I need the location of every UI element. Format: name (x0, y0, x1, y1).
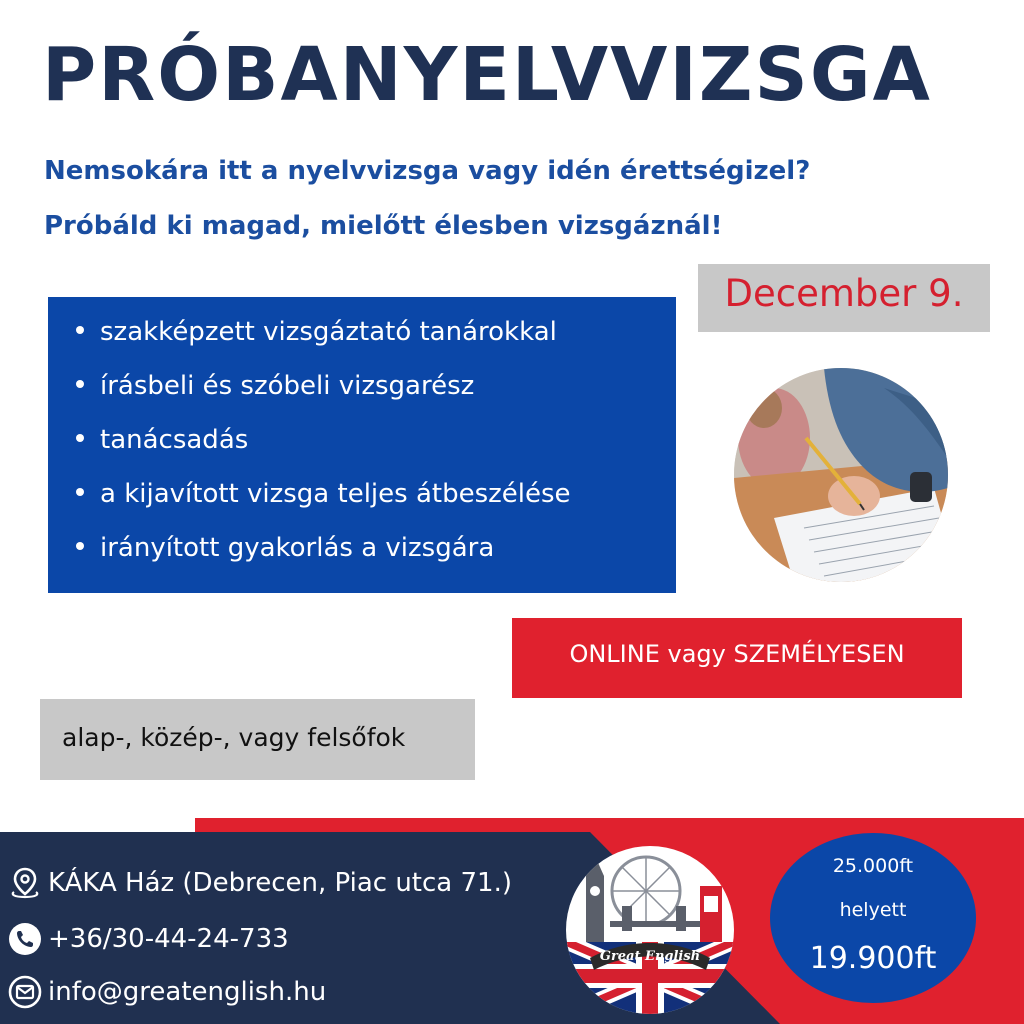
feature-item (76, 413, 571, 467)
address-text: KÁKA Ház (Debrecen, Piac utca 71.) (48, 868, 512, 898)
feature-text: a kijavított vizsga teljes átbeszélése (100, 479, 571, 509)
date-badge (698, 264, 990, 332)
levels-text: alap-, közép-, vagy felsőfok (62, 723, 406, 752)
bullet-icon (76, 380, 84, 388)
price-new: 19.900ft (809, 941, 937, 976)
contact-email (8, 975, 326, 1009)
bullet-icon (76, 542, 84, 550)
great-english-logo (566, 846, 734, 1014)
price-badge (770, 833, 976, 1003)
feature-text: szakképzett vizsgáztató tanárokkal (100, 317, 557, 347)
email-text[interactable]: info@greatenglish.hu (48, 977, 327, 1007)
mode-badge (512, 618, 962, 698)
features-list (76, 305, 571, 575)
feature-text: írásbeli és szóbeli vizsgarész (100, 371, 475, 401)
price-old: 25.000ft (832, 855, 914, 877)
feature-item (76, 467, 571, 521)
contact-address (8, 866, 512, 900)
location-pin-icon (8, 866, 42, 900)
feature-text: tanácsadás (100, 425, 249, 455)
student-writing-photo (734, 368, 948, 582)
levels-badge (40, 699, 475, 780)
logo-text: Great English (599, 949, 701, 964)
mode-text: ONLINE vagy SZEMÉLYESEN (569, 640, 905, 668)
phone-icon (8, 922, 42, 956)
bullet-icon (76, 488, 84, 496)
features-box (48, 297, 676, 593)
feature-item (76, 359, 571, 413)
bullet-icon (76, 434, 84, 442)
email-icon (8, 975, 42, 1009)
phone-text[interactable]: +36/30-44-24-733 (48, 924, 289, 954)
feature-item (76, 305, 571, 359)
bullet-icon (76, 326, 84, 334)
date-text: December 9. (724, 272, 964, 315)
feature-item (76, 521, 571, 575)
contact-phone (8, 922, 289, 956)
subtitle-call-to-action: Próbáld ki magad, mielőtt élesben vizsgáznál! (44, 211, 723, 241)
feature-text: irányított gyakorlás a vizsgára (100, 533, 495, 563)
page-title: PRÓBANYELVVIZSGA (42, 32, 932, 118)
subtitle-question: Nemsokára itt a nyelvvizsga vagy idén érettségizel? (44, 156, 811, 186)
price-instead-label: helyett (839, 899, 907, 921)
